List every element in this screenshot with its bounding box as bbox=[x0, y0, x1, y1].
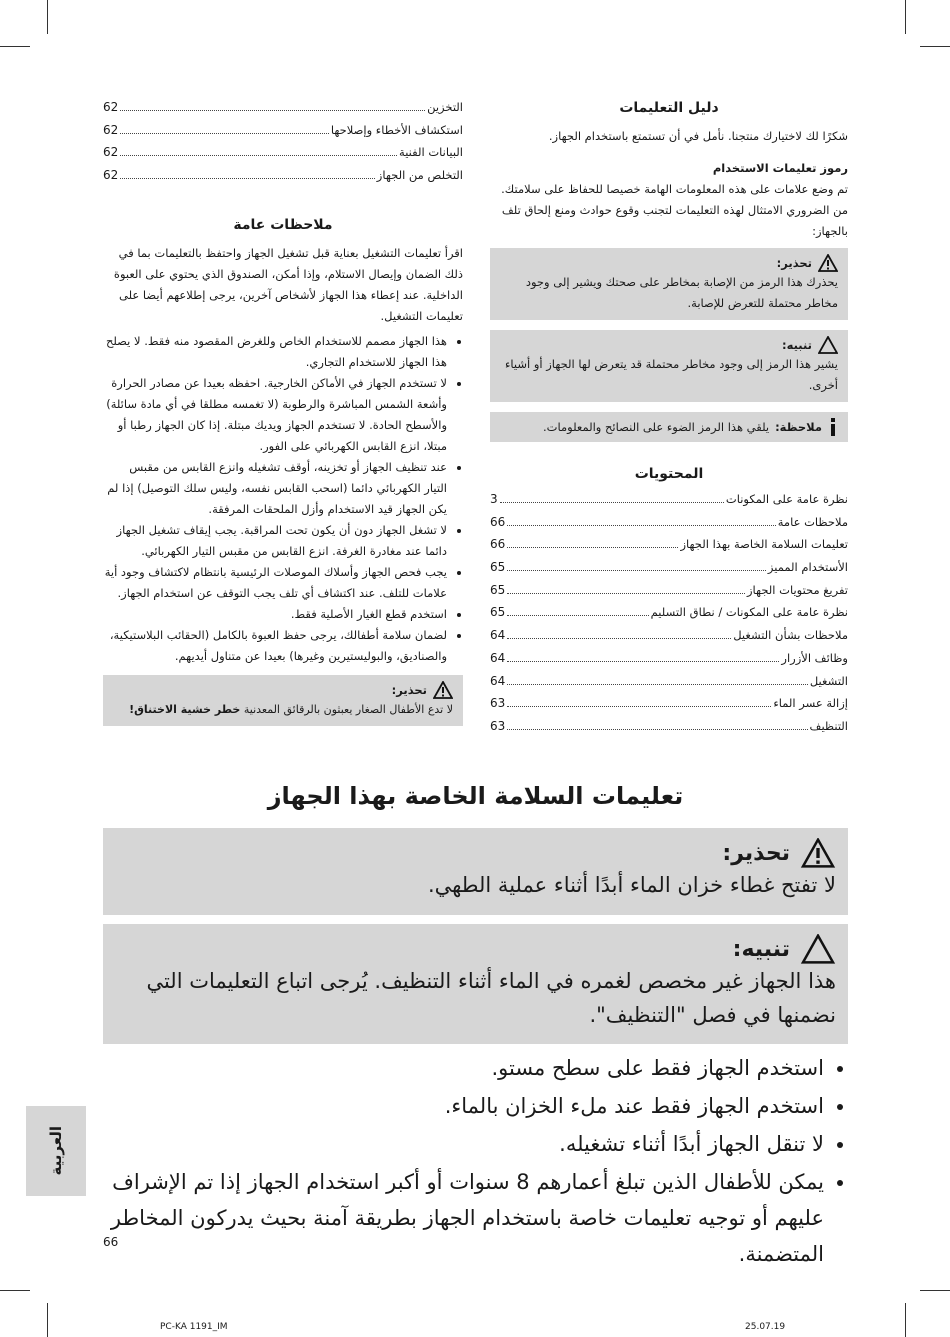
left-column bbox=[103, 100, 463, 736]
general-bullet-item: • لضمان سلامة أطفالك، يرجى حفظ العبوة بالكامل (الحقائب البلاستيكية، والصناديق، والبوليستيرين وغيرها) بعيدا عن متناول أيديهم. bbox=[103, 625, 447, 667]
toc-entry-page: 65 bbox=[490, 560, 506, 575]
toc-entry bbox=[490, 560, 848, 583]
toc-entry bbox=[490, 537, 848, 560]
note-label: ملاحظة: bbox=[775, 420, 822, 434]
toc-entry bbox=[103, 168, 463, 191]
toc-entry-page: 62 bbox=[103, 145, 119, 160]
general-warning-box bbox=[103, 675, 463, 726]
toc-entry-page: 62 bbox=[103, 100, 119, 114]
toc-list-continued bbox=[103, 100, 463, 191]
toc-entry-page: 63 bbox=[490, 718, 506, 733]
toc-entry-label: تفريغ محتويات الجهاز bbox=[746, 582, 848, 597]
toc-entry bbox=[490, 651, 848, 674]
safety-bullet-item: • لا تنقل الجهاز أبدًا أثناء تشغيله. bbox=[103, 1126, 824, 1162]
language-tab bbox=[26, 1106, 86, 1196]
toc-entry-label: الأستخدام المميز bbox=[767, 560, 848, 575]
safety-warning-text: لا تفتح غطاء خزان الماء أبدًا أثناء عملية الطهي. bbox=[427, 873, 836, 897]
general-intro: اقرأ تعليمات التشغيل بعناية قبل تشغيل الجهاز واحتفظ بالتعليمات بما في ذلك الضمان وإيصال الاستلام، وإذا أمكن، الصندوق الذي يحتوي على العبوة الداخلية. عند إعطاء هذا الجهاز لأشخاص آخرين، يرجى إطلاعهم أيضا على تعليمات التشغيل. bbox=[113, 245, 463, 323]
caution-text: يشير هذا الرمز إلى وجود مخاطر محتملة قد يتعرض لها الجهاز أو أشياء أخرى. bbox=[504, 357, 838, 392]
crop-mark bbox=[47, 1303, 48, 1337]
toc-entry-label: تعليمات السلامة الخاصة بهذا الجهاز bbox=[680, 537, 848, 552]
toc-leader-dots bbox=[507, 684, 808, 685]
crop-mark bbox=[0, 1290, 30, 1291]
toc-entry-label: نظرة عامة على المكونات / نطاق التسليم bbox=[650, 605, 848, 620]
toc-entry-page: 64 bbox=[490, 650, 506, 665]
toc-leader-dots bbox=[507, 570, 766, 571]
toc-leader-dots bbox=[507, 706, 771, 707]
info-icon bbox=[828, 418, 838, 436]
toc-entry-page: 65 bbox=[490, 582, 506, 597]
toc-entry bbox=[490, 719, 848, 742]
toc-entry-page: 64 bbox=[490, 628, 506, 643]
toc-entry-page: 3 bbox=[490, 492, 498, 506]
toc-entry-label: وظائف الأزرار bbox=[781, 650, 848, 665]
toc-entry-label: نظرة عامة على المكونات bbox=[725, 492, 848, 506]
guide-title: دليل التعليمات bbox=[619, 100, 719, 116]
toc-entry-label: التنظيف bbox=[809, 718, 848, 733]
crop-mark bbox=[920, 1290, 950, 1291]
right-column bbox=[490, 100, 848, 742]
safety-warning-label: تحذير: bbox=[722, 840, 790, 866]
warning-box bbox=[490, 248, 848, 320]
footer-doc-code: PC-KA 1191_IM bbox=[160, 1322, 228, 1332]
toc-entry-page: 63 bbox=[490, 696, 506, 711]
toc-entry bbox=[490, 696, 848, 719]
toc-entry bbox=[490, 605, 848, 628]
toc-leader-dots bbox=[507, 638, 731, 639]
warning-label: تحذير: bbox=[776, 256, 812, 270]
toc-title: المحتويات bbox=[634, 466, 704, 482]
general-warning-label: تحذير: bbox=[391, 682, 427, 697]
crop-mark bbox=[0, 46, 30, 47]
toc-leader-dots bbox=[120, 178, 375, 179]
safety-bullet-item: • يمكن للأطفال الذين تبلغ أعمارهم 8 سنوات أو أكبر استخدام الجهاز إذا تم الإشراف عليهم أو توجيه تعليمات خاصة باستخدام الجهاز بطريقة آمنة بحيث يدركون المخاطر المتضمنة. bbox=[103, 1164, 824, 1272]
safety-title: تعليمات السلامة الخاصة بهذا الجهاز bbox=[267, 782, 684, 810]
toc-entry-label: التشغيل bbox=[809, 673, 848, 688]
caution-label: تنبيه: bbox=[782, 338, 812, 352]
toc-entry bbox=[490, 492, 848, 515]
safety-bullet-item: • استخدم الجهاز فقط على سطح مستو. bbox=[103, 1050, 824, 1086]
crop-mark bbox=[905, 0, 906, 34]
toc-entry-page: 66 bbox=[490, 537, 506, 552]
general-warning-emphasis: خطر خشية الاختناق! bbox=[129, 702, 241, 716]
safety-caution-box bbox=[103, 924, 848, 1044]
general-bullets bbox=[103, 331, 463, 667]
safety-bullets bbox=[103, 1050, 848, 1274]
toc-entry bbox=[490, 583, 848, 606]
toc-entry bbox=[103, 100, 463, 123]
toc-entry-label: استكشاف الأخطاء وإصلاحها bbox=[330, 122, 463, 137]
toc-leader-dots bbox=[120, 133, 329, 134]
general-bullet-item: • يجب فحص الجهاز وأسلاك الموصلات الرئيسية بانتظام لاكتشاف وجود أية علامات للتلف. عند اكتشاف أي تلف يجب التوقف عن استخدام الجهاز. bbox=[103, 562, 447, 604]
toc-leader-dots bbox=[507, 593, 745, 594]
toc-entry-label: التخزين bbox=[427, 100, 463, 114]
crop-mark bbox=[905, 1303, 906, 1337]
page-number: 66 bbox=[103, 1235, 119, 1249]
note-text: يلقي هذا الرمز الضوء على النصائح والمعلومات. bbox=[543, 420, 770, 434]
footer-date: 25.07.19 bbox=[745, 1322, 786, 1332]
toc-entry bbox=[490, 628, 848, 651]
caution-box bbox=[490, 330, 848, 402]
toc-entry-page: 64 bbox=[490, 673, 506, 688]
crop-mark bbox=[920, 46, 950, 47]
toc-leader-dots bbox=[507, 729, 807, 730]
toc-entry bbox=[103, 123, 463, 146]
caution-triangle-icon bbox=[818, 336, 838, 354]
caution-triangle-icon bbox=[800, 934, 836, 964]
safety-caution-text: هذا الجهاز غير مخصص لغمره في الماء أثناء التنظيف. يُرجى اتباع التعليمات التي نضمنها في فصل "التنظيف". bbox=[146, 969, 836, 1027]
toc-leader-dots bbox=[507, 547, 678, 548]
general-title: ملاحظات عامة bbox=[233, 216, 333, 233]
general-warning-text: لا تدع الأطفال الصغار يعبثون بالرقائق المعدنية bbox=[243, 702, 453, 716]
toc-entry-page: 62 bbox=[103, 168, 119, 183]
toc-entry bbox=[490, 674, 848, 697]
note-box bbox=[490, 412, 848, 442]
toc-leader-dots bbox=[507, 661, 779, 662]
toc-entry-page: 62 bbox=[103, 122, 119, 137]
general-bullet-item: • استخدم قطع الغيار الأصلية فقط. bbox=[103, 604, 447, 625]
warning-triangle-icon bbox=[433, 681, 453, 699]
toc-entry-label: البيانات الفنية bbox=[399, 145, 463, 160]
safety-caution-label: تنبيه: bbox=[732, 936, 790, 962]
toc-entry-page: 66 bbox=[490, 514, 506, 529]
toc-leader-dots bbox=[500, 502, 724, 503]
toc-leader-dots bbox=[120, 155, 397, 156]
toc-list bbox=[490, 492, 848, 742]
safety-warning-box bbox=[103, 828, 848, 915]
toc-leader-dots bbox=[507, 525, 775, 526]
general-bullet-item: • لا تستخدم الجهاز في الأماكن الخارجية. احفظه بعيدا عن مصادر الحرارة وأشعة الشمس المباشرة والرطوبة (لا تغمسه مطلقا في أي مادة سائلة) والأسطح الحادة. لا تستخدم الجهاز ويديك مبتلة. إذا كان الجهاز رطبا أو مبتلا، انزع القابس الكهربائي على الفور. bbox=[103, 373, 447, 457]
guide-intro: شكرًا لك لاختيارك منتجنا. نأمل في أن تستمتع باستخدام الجهاز. bbox=[548, 129, 848, 143]
crop-mark bbox=[47, 0, 48, 34]
safety-bullet-item: • استخدم الجهاز فقط عند ملء الخزان بالماء. bbox=[103, 1088, 824, 1124]
language-tab-label: العربية bbox=[47, 1126, 65, 1176]
toc-entry-page: 65 bbox=[490, 605, 506, 620]
symbols-title: رموز تعليمات الاستخدام bbox=[712, 161, 848, 175]
general-bullet-item: • لا تشغل الجهاز دون أن يكون تحت المراقبة. يجب إيقاف تشغيل الجهاز دائما عند مغادرة الغرفة. انزع القابس من مقبس التيار الكهربائي. bbox=[103, 520, 447, 562]
toc-entry-label: ملاحظات بشأن التشغيل bbox=[733, 628, 848, 643]
warning-triangle-icon bbox=[818, 254, 838, 272]
warning-triangle-icon bbox=[800, 838, 836, 868]
toc-entry bbox=[103, 145, 463, 168]
toc-entry bbox=[490, 515, 848, 538]
warning-text: يحذرك هذا الرمز من الإصابة بمخاطر على صحتك ويشير إلى وجود مخاطر محتملة للتعرض للإصابة. bbox=[525, 275, 838, 310]
toc-leader-dots bbox=[507, 615, 648, 616]
toc-leader-dots bbox=[120, 110, 425, 111]
toc-entry-label: إزالة عسر الماء bbox=[773, 696, 848, 711]
toc-entry-label: التخلص من الجهاز bbox=[376, 168, 463, 183]
toc-entry-label: ملاحظات عامة bbox=[777, 514, 848, 529]
symbols-text: تم وضع علامات على هذه المعلومات الهامة خصيصا للحفاظ على سلامتك. من الضروري الامتثال لهذه التعليمات لتجنب وقوع حوادث ومنع إلحاق تلف بالجهاز: bbox=[501, 182, 848, 238]
general-bullet-item: • عند تنظيف الجهاز أو تخزينه، أوقف تشغيله وانزع القابس من مقبس التيار الكهربائي دائما (اسحب القابس نفسه، وليس سلك التوصيل) إذا لم يكن الجهاز قيد الاستخدام وأزل الملحقات المرفقة. bbox=[103, 457, 447, 520]
general-bullet-item: • هذا الجهاز مصمم للاستخدام الخاص وللغرض المقصود منه فقط. لا يصلح هذا الجهاز للاستخدام التجاري. bbox=[103, 331, 447, 373]
